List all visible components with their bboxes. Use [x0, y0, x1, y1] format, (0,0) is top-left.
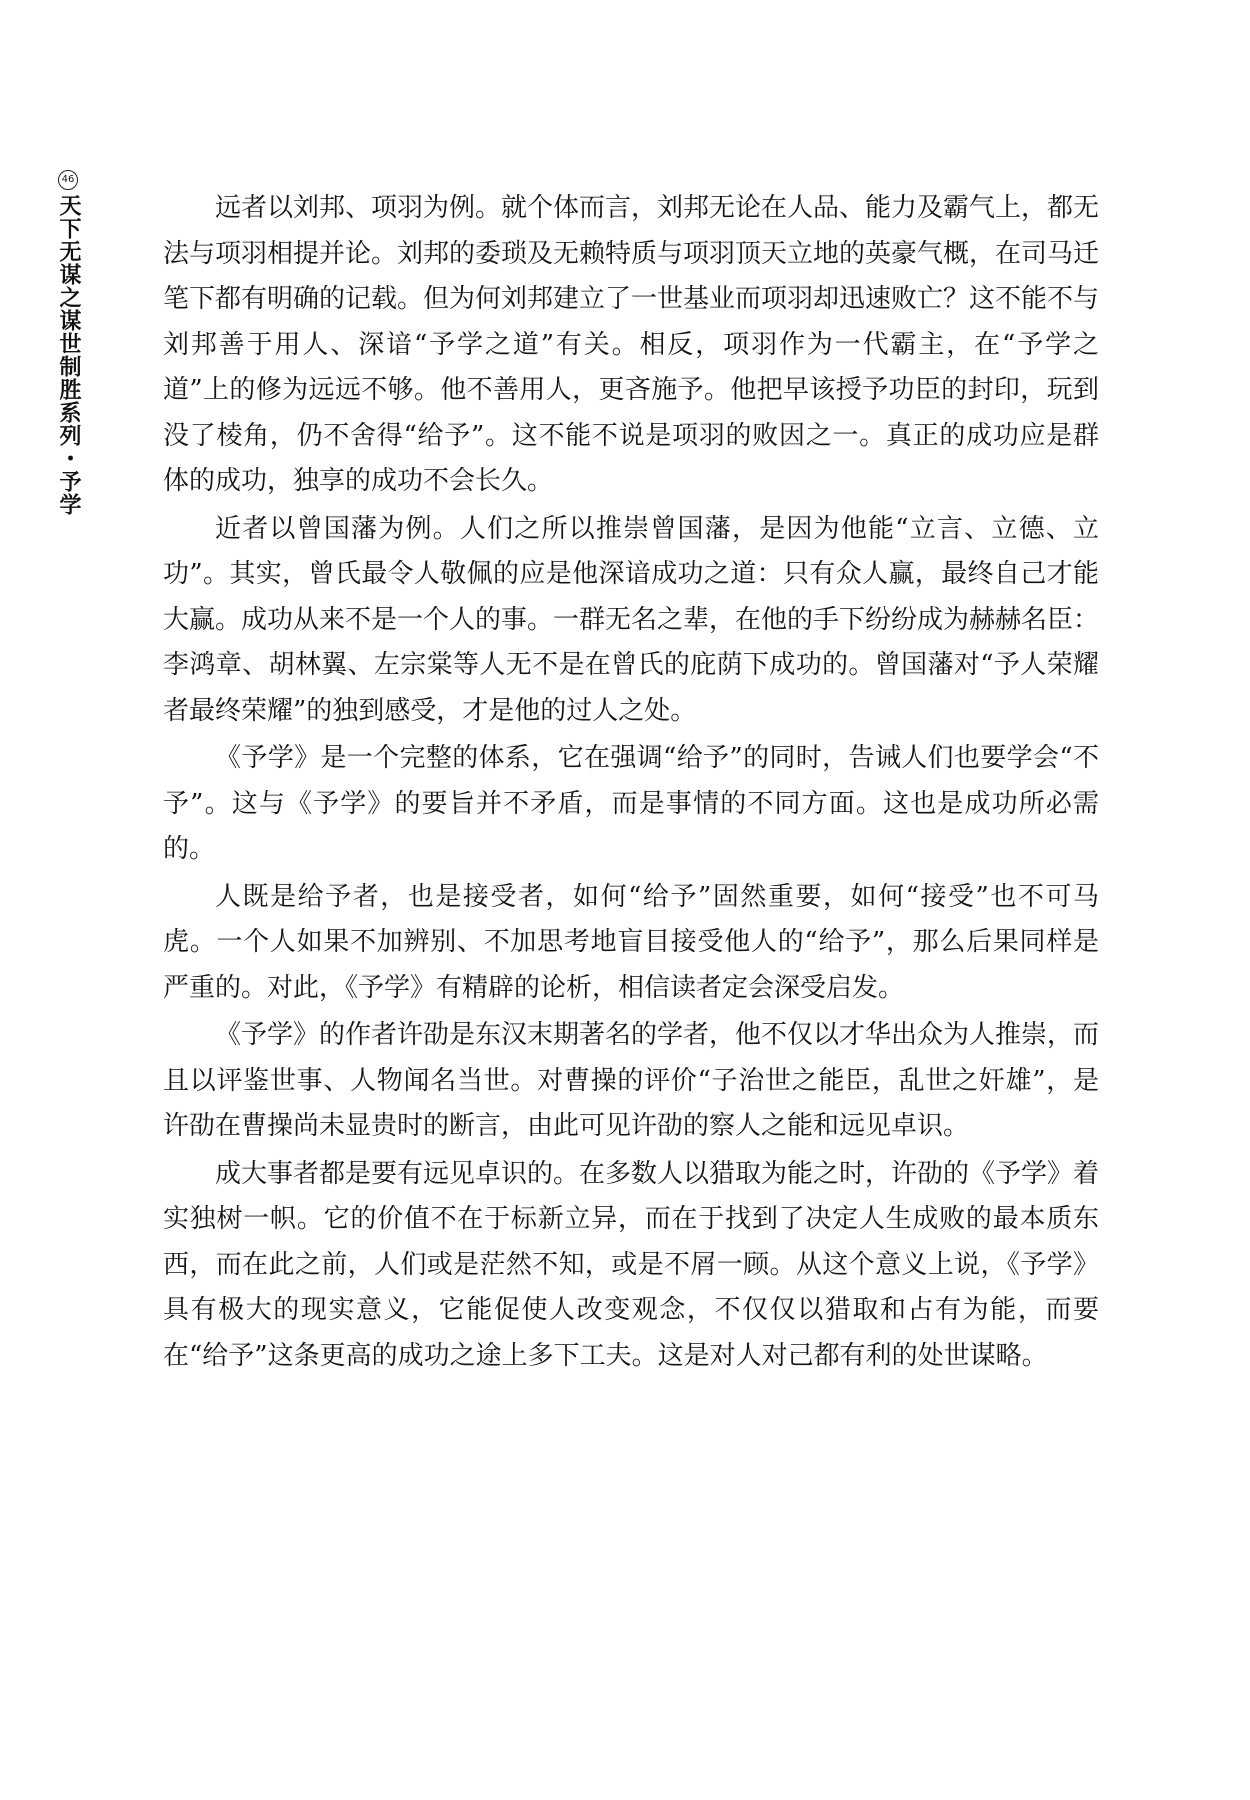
paragraph-6: 成大事者都是要有远见卓识的。在多数人以猎取为能之时，许劭的《予学》着实独树一帜。它的价值不在于标新立异，而在于找到了决定人生成败的最本质东西，而在此之前，人们或是茫然不知，或是不屑一顾。从这个意义上说，《予学》具有极大的现实意义，它能促使人改变观念，不仅仅以猎取和占有为能，而要在“给予”这条更高的成功之途上多下工夫。这是对人对己都有利的处世谋略。	[163, 1158, 1100, 1371]
paragraph-2: 近者以曾国藩为例。人们之所以推崇曾国藩，是因为他能“立言、立德、立功”。其实，曾氏最令人敬佩的应是他深谙成功之道：只有众人赢，最终自己才能大赢。成功从来不是一个人的事。一群无名之辈，在他的手下纷纷成为赫赫名臣：李鸿章、胡林翼、左宗棠等人无不是在曾氏的庇荫下成功的。曾国藩对“予人荣耀者最终荣耀”的独到感受，才是他的过人之处。	[163, 513, 1100, 726]
paragraph-3: 《予学》是一个完整的体系，它在强调“给予”的同时，告诫人们也要学会“不予”。这与《予学》的要旨并不矛盾，而是事情的不同方面。这也是成功所必需的。	[163, 743, 1099, 864]
series-title: 天下无谋之谋世制胜系列・予学	[56, 194, 81, 516]
body-text	[163, 186, 1099, 1381]
paragraph-1: 远者以刘邦、项羽为例。就个体而言，刘邦无论在人品、能力及霸气上，都无法与项羽相提并论。刘邦的委琐及无赖特质与项羽顶天立地的英豪气概，在司马迁笔下都有明确的记载。但为何刘邦建立了一世基业而项羽却迅速败亡？这不能不与刘邦善于用人、深谙“予学之道”有关。相反，项羽作为一代霸主，在“予学之道”上的修为远远不够。他不善用人，更吝施予。他把早该授予功臣的封印，玩到没了棱角，仍不舍得“给予”。这不能不说是项羽的败因之一。真正的成功应是群体的成功，独享的成功不会长久。	[163, 193, 1100, 496]
paragraph-5: 《予学》的作者许劭是东汉末期著名的学者，他不仅以才华出众为人推崇，而且以评鉴世事、人物闻名当世。对曹操的评价“子治世之能臣，乱世之奸雄”，是许劭在曹操尚未显贵时的断言，由此可见许劭的察人之能和远见卓识。	[163, 1020, 1100, 1141]
paragraph-4: 人既是给予者，也是接受者，如何“给予”固然重要，如何“接受”也不可马虎。一个人如果不加辨别、不加思考地盲目接受他人的“给予”，那么后果同样是严重的。对此，《予学》有精辟的论析，相信读者定会深受启发。	[163, 881, 1099, 1003]
page-number: 46	[58, 170, 78, 190]
running-header	[50, 170, 86, 516]
